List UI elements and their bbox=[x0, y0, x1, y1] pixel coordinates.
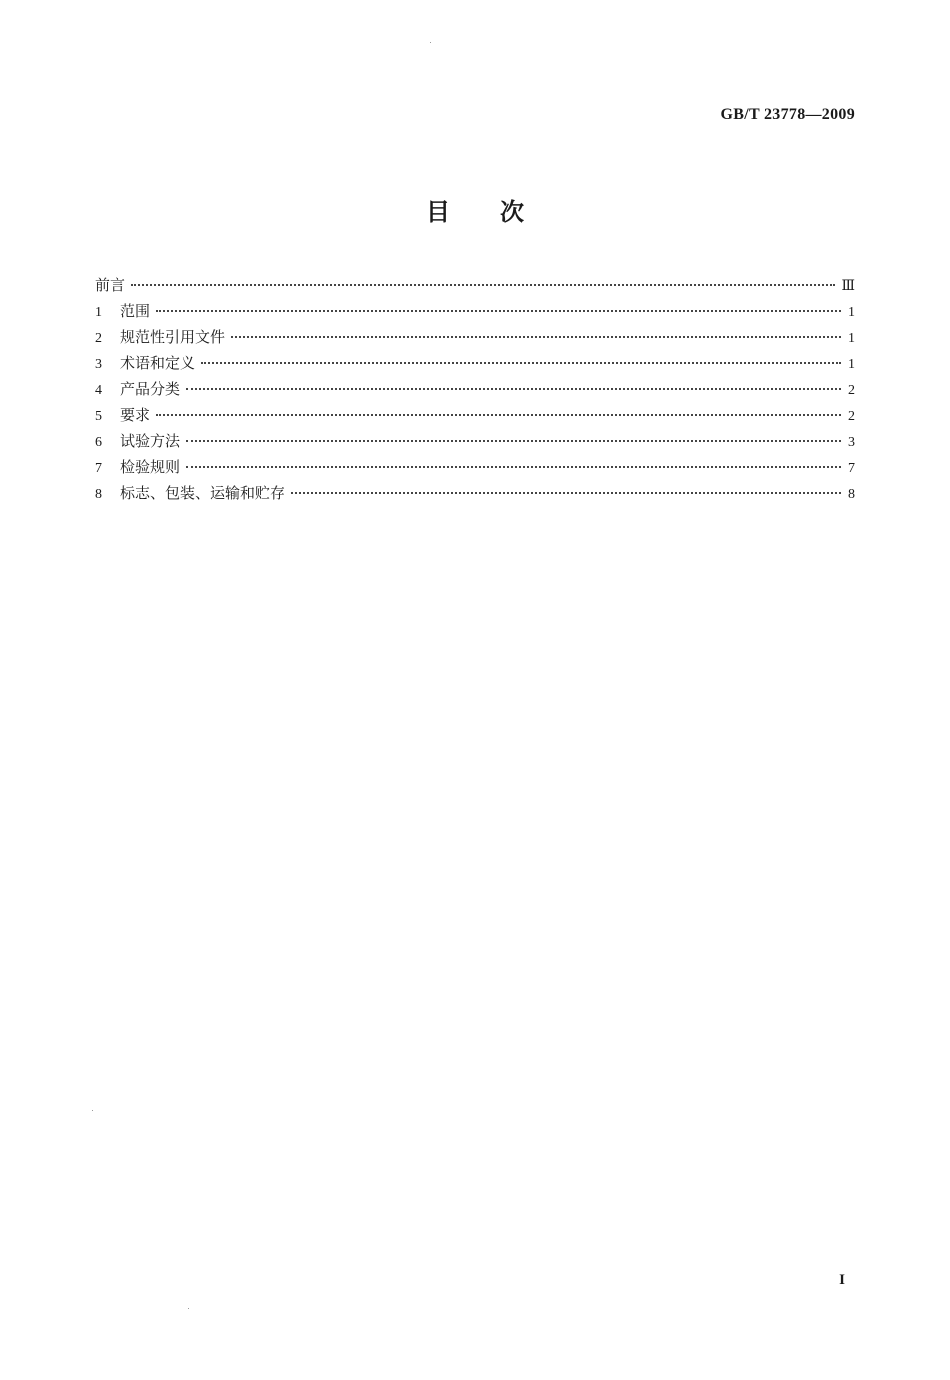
toc-entry-number: 2 bbox=[95, 331, 102, 346]
toc-title-char-1: 目 bbox=[426, 198, 450, 226]
toc-entry-page: 1 bbox=[848, 331, 855, 346]
toc-entry-page: 1 bbox=[848, 305, 855, 320]
toc-entry-page: 3 bbox=[848, 435, 855, 450]
toc-entry-terms-definitions[interactable] bbox=[95, 350, 855, 376]
toc-entry-label: 试验方法 bbox=[120, 432, 181, 450]
scan-speck bbox=[92, 1110, 93, 1111]
toc-title bbox=[0, 192, 950, 227]
toc-entry-page: 7 bbox=[848, 461, 855, 476]
toc-list bbox=[95, 272, 855, 506]
toc-entry-page: 1 bbox=[848, 357, 855, 372]
toc-entry-foreword[interactable] bbox=[95, 272, 855, 298]
toc-leader-dots bbox=[231, 335, 841, 338]
toc-entry-label: 标志、包装、运输和贮存 bbox=[120, 484, 286, 502]
toc-leader-dots bbox=[131, 283, 835, 286]
toc-entry-test-methods[interactable] bbox=[95, 428, 855, 454]
toc-leader-dots bbox=[201, 361, 841, 364]
toc-entry-inspection-rules[interactable] bbox=[95, 454, 855, 480]
toc-entry-requirements[interactable] bbox=[95, 402, 855, 428]
toc-entry-normative-references[interactable] bbox=[95, 324, 855, 350]
toc-entry-page: 8 bbox=[848, 487, 855, 502]
document-code: GB/T 23778—2009 bbox=[720, 106, 855, 123]
toc-entry-number: 3 bbox=[95, 357, 102, 372]
toc-title-char-2: 次 bbox=[500, 198, 524, 226]
toc-entry-page: 2 bbox=[848, 409, 855, 424]
toc-entry-classification[interactable] bbox=[95, 376, 855, 402]
toc-entry-number: 7 bbox=[95, 461, 102, 476]
toc-leader-dots bbox=[186, 465, 841, 468]
toc-entry-label: 范围 bbox=[120, 302, 151, 320]
toc-entry-number: 6 bbox=[95, 435, 102, 450]
toc-entry-label: 产品分类 bbox=[120, 380, 181, 398]
toc-entry-label: 要求 bbox=[120, 406, 151, 424]
scan-speck bbox=[188, 1308, 189, 1309]
toc-entry-scope[interactable] bbox=[95, 298, 855, 324]
toc-entry-label: 检验规则 bbox=[120, 458, 181, 476]
toc-entry-number: 1 bbox=[95, 305, 102, 320]
toc-entry-label: 规范性引用文件 bbox=[120, 328, 226, 346]
toc-leader-dots bbox=[291, 491, 841, 494]
toc-leader-dots bbox=[156, 413, 841, 416]
toc-leader-dots bbox=[186, 439, 841, 442]
toc-entry-label: 术语和定义 bbox=[120, 354, 196, 372]
page-number: I bbox=[839, 1272, 845, 1288]
toc-entry-page: 2 bbox=[848, 383, 855, 398]
scan-speck bbox=[430, 42, 431, 43]
toc-entry-number: 4 bbox=[95, 383, 102, 398]
toc-entry-number: 8 bbox=[95, 487, 102, 502]
toc-entry-page: Ⅲ bbox=[841, 279, 855, 294]
toc-entry-label: 前言 bbox=[95, 276, 126, 294]
toc-entry-number: 5 bbox=[95, 409, 102, 424]
toc-leader-dots bbox=[186, 387, 841, 390]
toc-entry-marking-packaging[interactable] bbox=[95, 480, 855, 506]
toc-leader-dots bbox=[156, 309, 841, 312]
